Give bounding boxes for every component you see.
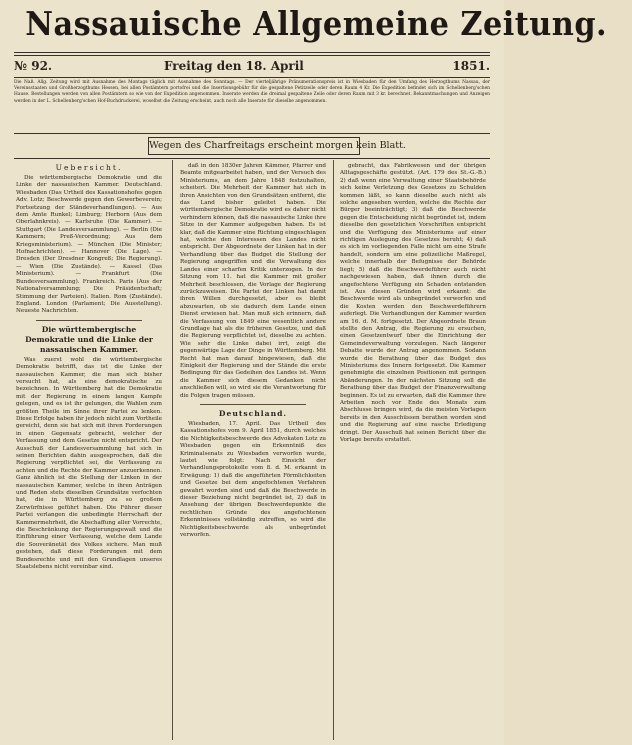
issue-date: Freitag den 18. April [164,59,304,73]
good-friday-notice: Wegen des Charfreitags erscheint morgen kein Blatt. [148,137,360,155]
masthead-rule-thin [14,55,490,56]
dateline-rule [14,77,490,78]
terms-rule [14,133,490,134]
column-3 [340,163,486,738]
columns-top-rule [14,158,490,159]
newspaper-title: Nassauische Allgemeine Zeitung. [25,4,608,43]
column-3-text: gebracht, das Fabrikwesen und der übrigen Alltagsgeschäfte gestützt. (Art. 179 des St.-G.-B.) 2) daß wenn eine Verwaltung einer Staatsbehörde sich keine Verletzung des Gesetzes zu Schulden kommen läßt, so kann dieselbe auch nicht als solche angesehen werden, welche die Rechte der Bürger beeinträchtigt; 3) daß die Beschwerde gegen die Entscheidung nicht begründet ist, indem dieselbe den gesetzlichen Vorschriften entspricht und die Verfügung des Ministeriums auf einer richtigen Auslegung des Gesetzes beruht; 4) daß es sich im vorliegenden Falle nicht um eine Strafe handelt, sondern um eine polizeiliche Maßregel, welche innerhalb der Befugnisse der Behörde liegt; 5) daß die Beschwerdeführer auch nicht nachgewiesen haben, daß ihnen durch die angefochtene Verfügung ein Schaden entstanden ist. Aus diesen Gründen wird erkannt: die Beschwerde wird als unbegründet verworfen und die Kosten werden den Beschwerdeführern auferlegt. Die Verhandlungen der Kammer wurden am 16. d. M. fortgesetzt. Der Abgeordnete Braun stellte den Antrag, die Regierung zu ersuchen, einen Gesetzentwurf über die Einrichtung der Gemeindeverwaltung vorzulegen. Nach längerer Debatte wurde der Antrag angenommen. Sodann wurde die Berathung über das Budget des Ministeriums des Innern fortgesetzt. Die Kammer genehmigte die einzelnen Positionen mit geringen Abänderungen. In der nächsten Sitzung soll die Berathung über das Budget der Finanzverwaltung beginnen. Es ist zu erwarten, daß die Kammer ihre Arbeiten noch vor Ende des Monats zum Abschlusse bringen wird, da die meisten Vorlagen bereits in den Ausschüssen berathen worden sind und die Regierung auf eine rasche Erledigung dringt. Der Ausschuß hat seinen Bericht über die Vorlage bereits erstattet. [340,163,486,444]
article-heading: Die württembergische Demokratie und die Linke der nassauischen Kammer. [25,324,153,354]
overview-heading: Uebersicht. [55,163,123,172]
subscription-terms: Die Naß. Allg. Zeitung wird mit Ausnahme des Montags täglich mit Ausnahme des Sonntags. — Der vierteljährige Pränumerationspreis ist in Wiesbaden für den Umfang des Herzogthums Nassau, der Vereinsstaaten und Großherzogthums Hessen, bei allen Postämtern portofrei und die Insertionsgebühr für die gespaltene Petitzeile oder deren Raum 4 Kr. Die Expedition befindet sich im Schellenberg'schen Hause. Bestellungen werden von allen Postämtern so wie von der Expedition angenommen. Inserate werden die dreimal gespaltene Zeile oder deren Raum mit 3 kr. berechnet. Bekanntmachungen und Anzeigen werden in der L. Schellenberg'schen Hof-Buchdruckerei, woselbst die Zeitung erscheint, auch noch alle Inserate für dieselbe angenommen. [14,80,490,104]
germany-heading: Deutschland. [218,409,288,418]
overview-text: Die württembergische Demokratie und die Linke der nassauischen Kammer. Deutschland. Wiesbaden (Das Urtheil des Kassationshofes gegen Adv. Lotz; Beschwerde gegen den Gewerbeverein; Fortsetzung der Ständeverhandlungen). — Aus dem Amte Runkel; Limburg; Herborn (Aus dem Oberlahnkreis). — Karlsruhe (Die Kammer). — Stuttgart (Die Landesversammlung). — Berlin (Die Kammern; Preß-Verordnung; Aus dem Kriegsministerium). — München (Die Minister; Hofnachrichten). — Hannover (Die Lage). — Dresden (Der Dresdner Kongreß; Die Regierung). — Wien (Die Zustände). — Kassel (Das Ministerium). — Frankfurt (Die Bundesversammlung). Frankreich. Paris (Aus der Nationalversammlung; Die Präsidentschaft; Stimmung der Parteien). Italien. Rom (Zustände). England. London (Parlament; Die Ausstellung). Neueste Nachrichten. [16,175,162,315]
column-2 [180,163,326,738]
masthead-rule [14,52,490,53]
dateline [14,59,490,77]
section-divider [36,320,142,321]
column-1 [16,163,162,738]
section-divider [200,404,306,405]
issue-number: № 92. [14,59,53,73]
article-continued-text: daß in den 1830er Jahren Kämmer, Pfarrer und Beamte mitgearbeitet haben, und der Versuch des Ministeriums, an dem Jahre 1848 festzuhalten, scheitert. Die Mehrheit der Kammer hat sich in ihren Ansichten von den Grundsätzen entfernt, die das Land bisher geleitet haben. Die württembergische Demokratie wird es daher nicht verhindern können, daß die nassauische Linke ihre Sitze in der Kammer aufgegeben haben. Es ist klar, daß die Kammer eine Richtung eingeschlagen hat, welche den Interessen des Landes nicht entspricht. Der Abgeordnete der Linken hat in der Verhandlung über das Budget die Stellung der Regierung angegriffen und die Verwaltung des Landes einer scharfen Kritik unterzogen. In der Sitzung vom 11. hat die Kammer mit großer Mehrheit beschlossen, die Vorlage der Regierung zurückzuweisen. Die Partei der Linken hat damit ihren Willen durchgesetzt, aber es bleibt abzuwarten, ob sie dadurch dem Lande einen Dienst erwiesen hat. Man muß sich erinnern, daß die Verfassung von 1849 eine wesentlich andere Grundlage hat als die früheren Gesetze, und daß die Regierung verpflichtet ist, dieselbe zu achten. Wie sehr die Linke dabei irrt, zeigt die gegenwärtige Lage der Dinge in Württemberg. Mit Recht hat man darauf hingewiesen, daß die Einigkeit der Regierung und der Stände die erste Bedingung für das Gedeihen des Landes ist. Wenn die Kammer sich diesem Gedanken nicht anschließen will, so wird sie die Verantwortung für die Folgen tragen müssen. [180,163,326,399]
wiesbaden-report-text: Wiesbaden, 17. April. Das Urtheil des Kassationshofes vom 9. April 1851, durch welches die Nichtigkeitsbeschwerde des Advokaten Lotz zu Wiesbaden gegen ein Erkenntniß des Kriminalsenats zu Wiesbaden verworfen wurde, lautet wie folgt: Nach Einsicht der Verhandlungsprotokolle vom 8. d. M. erkannt in Erwägung: 1) daß die angeführten Förmlichkeiten und Gesetze bei dem angefochtenen Verfahren gewahrt worden sind und daß die Beschwerde in dieser Beziehung nicht begründet ist, 2) daß in Ansehung der übrigen Beschwerdepunkte die rechtlichen Gründe des angefochtenen Erkenntnisses vollständig zutreffen, so wird die Nichtigkeitsbeschwerde als unbegründet verworfen. [180,421,326,539]
issue-year: 1851. [452,59,490,73]
column-divider-1 [172,160,173,740]
column-divider-2 [333,160,334,740]
masthead [0,0,608,48]
article-text: Was zuerst wohl die württembergische Demokratie betrifft, das ist die Linke der nassauischen Kammer, die man sich bisher versucht hat, als eine demokratische zu bezeichnen. In Württemberg hat die Demokratie mit der Regierung in einem langen Kampfe gelegen, und es ist ihr gelungen, die Wahlen zum größten Theile im Sinne ihrer Partei zu lenken. Diese Erfolge haben ihr jedoch nicht zum Vortheile gereicht, denn sie hat sich mit ihren Forderungen in einen Gegensatz gebracht, welcher der Verfassung und dem Gesetze nicht entspricht. Der Ausschuß der Landesversammlung hat sich in seinen Berichten dahin ausgesprochen, daß die Regierung verpflichtet sei, die Verfassung zu achten und die Rechte der Kammer anzuerkennen. Ganz ähnlich ist die Stellung der Linken in der nassauischen Kammer, welche in ihren Anträgen und Reden stets dieselben Grundsätze verfochten hat, die in Württemberg zu so großem Zerwürfnisse geführt haben. Die Führer dieser Partei verlangen die unbedingte Herrschaft der Kammermehrheit, die Abschaffung aller Vorrechte, die Beschränkung der Regierungsgewalt und die Einführung einer Verfassung, welche dem Lande die Souveränetät des Volkes sichere. Man muß gestehen, daß diese Forderungen mit dem Bundesrechte und mit den Grundlagen unseres Staatslebens nicht vereinbar sind. [16,356,162,571]
